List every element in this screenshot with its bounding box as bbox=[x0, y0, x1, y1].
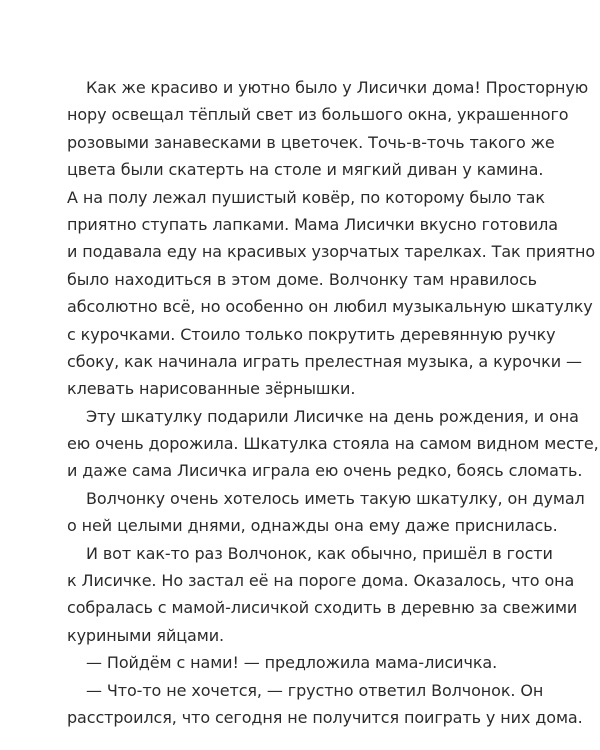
text-line: было находиться в этом доме. Волчонку там нравилось bbox=[67, 269, 537, 289]
text-line: А на полу лежал пушистый ковёр, по которому было так bbox=[67, 187, 545, 207]
text-line: абсолютно всё, но особенно он любил музыкальную шкатулку bbox=[67, 297, 593, 317]
text-line: — Пойдём с нами! — предложила мама-лисичка. bbox=[86, 653, 498, 673]
paragraph bbox=[67, 403, 599, 485]
text-line: клевать нарисованные зёрнышки. bbox=[67, 379, 356, 399]
text-line: куриными яйцами. bbox=[67, 625, 225, 645]
paragraph bbox=[67, 649, 537, 676]
paragraph bbox=[67, 485, 585, 540]
paragraph bbox=[67, 677, 583, 732]
text-line: о ней целыми днями, однажды она ему даже приснилась. bbox=[67, 516, 558, 536]
text-line: собралась с мамой-лисичкой сходить в деревню за свежими bbox=[67, 598, 578, 618]
text-line: цвета были скатерть на столе и мягкий диван у камина. bbox=[67, 160, 544, 180]
text-line: нору освещал тёплый свет из большого окна, украшенного bbox=[67, 105, 569, 125]
text-line: Волчонку очень хотелось иметь такую шкатулку, он думал bbox=[86, 488, 585, 508]
text-line: расстроился, что сегодня не получится поиграть у них дома. bbox=[67, 707, 583, 727]
story-text bbox=[67, 74, 599, 731]
text-line: И вот как-то раз Волчонок, как обычно, пришёл в гости bbox=[86, 543, 553, 563]
text-line: и подавала еду на красивых узорчатых тарелках. Так приятно bbox=[67, 242, 596, 262]
text-line: и даже сама Лисичка играла ею очень редко, боясь сломать. bbox=[67, 461, 583, 481]
text-line: с курочками. Стоило только покрутить деревянную ручку bbox=[67, 324, 556, 344]
text-line: к Лисичке. Но застал её на пороге дома. Оказалось, что она bbox=[67, 571, 575, 591]
text-line: приятно ступать лапками. Мама Лисички вкусно готовила bbox=[67, 214, 558, 234]
text-line: розовыми занавесками в цветочек. Точь-в-точь такого же bbox=[67, 132, 555, 152]
text-line: — Что-то не хочется, — грустно ответил Волчонок. Он bbox=[86, 680, 544, 700]
paragraph bbox=[67, 540, 578, 650]
text-line: Эту шкатулку подарили Лисичке на день рождения, и она bbox=[86, 406, 579, 426]
text-line: ею очень дорожила. Шкатулка стояла на самом видном месте, bbox=[67, 434, 599, 454]
text-line: Как же красиво и уютно было у Лисички дома! Просторную bbox=[86, 78, 589, 97]
paragraph bbox=[67, 74, 596, 403]
text-line: сбоку, как начинала играть прелестная музыка, а курочки — bbox=[67, 351, 582, 371]
